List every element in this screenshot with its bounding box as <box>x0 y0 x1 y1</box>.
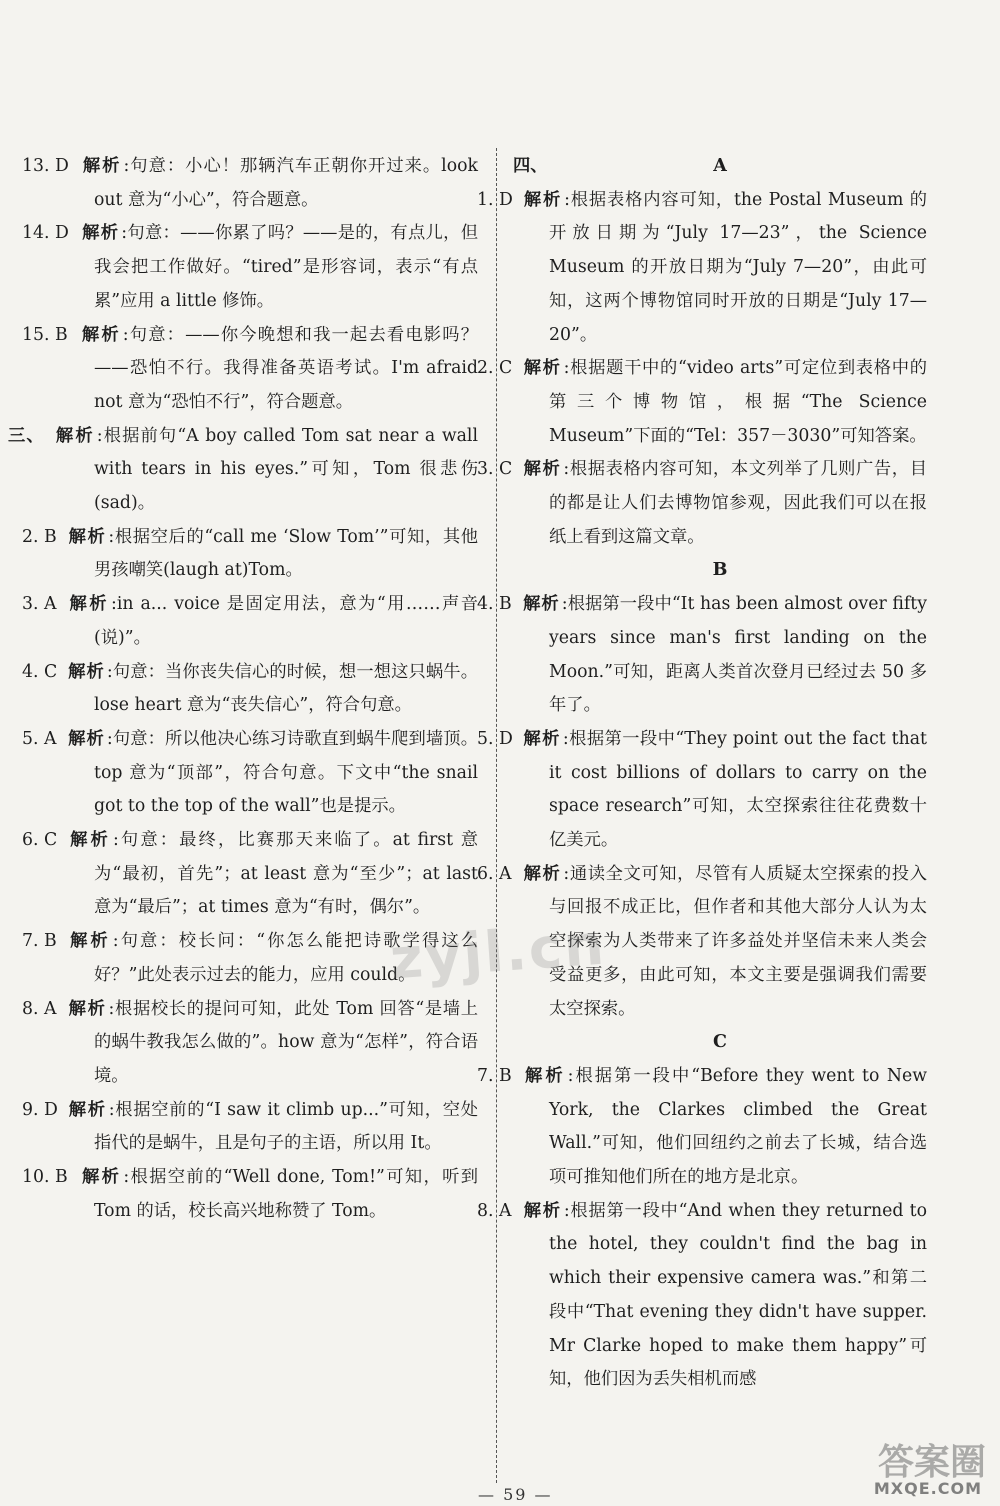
subheading-c: C <box>713 1032 727 1053</box>
section-label-san: 三、 <box>8 425 45 446</box>
page-number: — 59 — <box>478 1485 553 1504</box>
answer-item-san-5: 5. A 解析 :句意：所以他决心练习诗歌直到蜗牛爬到墙顶。top 意为“顶部”，符合句意。下文中“the snail got to the top of the wall”也是提示。 <box>22 728 478 817</box>
answer-item-san-10: 10. B 解析 :根据空前的“Well done, Tom!”可知，听到 Tom 的话，校长高兴地称赞了 Tom。 <box>22 1167 478 1221</box>
answer-item-si-6: 6. A 解析 :通读全文可知，尽管有人质疑太空探索的投入与回报不成正比，但作者和其他大部分人认为太空探索为人类带来了许多益处并坚信未来人类会受益更多，由此可知，本文主要是强调我们需要太空探索。 <box>477 863 927 1019</box>
logo-mark: 答案圈 <box>877 1442 986 1483</box>
subheading-a: A <box>713 156 727 176</box>
answer-item-si-1: 1. D 解析 :根据表格内容可知，the Postal Museum 的开放日期为“July 17—23”，the Science Museum 的开放日期为“July 7—20”，由此可知，这两个博物馆同时开放的日期是“July 17—20”。 <box>477 189 927 345</box>
answer-item-si-5: 5. D 解析 :根据第一段中“They point out the fact that it cost billions of dollars to carry on the space research”可知，太空探索往往花费数十亿美元。 <box>477 728 927 851</box>
answer-item-san-6: 6. C 解析 :句意：最终，比赛那天来临了。at first 意为“最初，首先”；at least 意为“至少”；at last 意为“最后”；at times 意为“有时，偶尔”。 <box>22 830 478 918</box>
answer-item-san-8: 8. A 解析 :根据校长的提问可知，此处 Tom 回答“是墙上的蜗牛教我怎么做的”。how 意为“怎样”，符合语境。 <box>22 998 478 1086</box>
answer-item-san-1: 三、 解析 :根据前句“A boy called Tom sat near a wall with tears in his eyes.”可知，Tom 很悲伤(sad)。 <box>8 425 478 514</box>
subheading-b: B <box>712 560 728 581</box>
section-si-header <box>513 150 927 184</box>
answer-item-san-7: 7. B 解析 :句意：校长问：“你怎么能把诗歌学得这么好？”此处表示过去的能力，应用 could。 <box>22 931 478 985</box>
answer-item-si-2: 2. C 解析 :根据题干中的“video arts”可定位到表格中的第三个博物馆，根据“The Science Museum”下面的“Tel：357－3030”可知答案。 <box>477 358 927 446</box>
answer-item-san-3: 3. A 解析 :in a... voice 是固定用法，意为“用……声音(说)”。 <box>22 594 478 648</box>
answer-item-14: 14. D 解析 :句意：——你累了吗？——是的，有点儿，但我会把工作做好。“tired”是形容词，表示“有点累”应用 a little 修饰。 <box>22 223 478 311</box>
answer-item-san-9: 9. D 解析 :根据空前的“I saw it climb up...”可知，空处指代的是蜗牛，且是句子的主语，所以用 It。 <box>22 1099 478 1154</box>
answer-item-si-7: 7. B 解析 :根据第一段中“Before they went to New York, the Clarkes climbed the Great Wall.”可知，他们回纽约之前去了长城，结合选项可推知他们所在的地方是北京。 <box>477 1065 927 1188</box>
section-label-si: 四、 <box>513 156 548 176</box>
column-divider <box>496 148 497 1483</box>
answer-item-si-3: 3. C 解析 :根据表格内容可知，本文列举了几则广告，目的都是让人们去博物馆参观，因此我们可以在报纸上看到这篇文章。 <box>477 459 927 547</box>
answer-item-san-4: 4. C 解析 :句意：当你丧失信心的时候，想一想这只蜗牛。lose heart 意为“丧失信心”，符合句意。 <box>22 661 478 716</box>
watermark: zyjl.cn <box>387 912 608 993</box>
answer-item-13: 13. D 解析 :句意：小心！那辆汽车正朝你开过来。look out 意为“小心”，符合题意。 <box>22 156 478 210</box>
logo-domain: MXQE.COM <box>873 1479 982 1498</box>
answer-item-15: 15. B 解析 :句意：——你今晚想和我一起去看电影吗？——恐怕不行。我得准备英语考试。I'm afraid not 意为“恐怕不行”，符合题意。 <box>22 324 478 412</box>
answer-item-si-8: 8. A 解析 :根据第一段中“And when they returned to the hotel, they couldn't find the bag in which their expensive camera was.”和第二段中“That evening they didn't have supper. Mr Clarke hoped to make them happy”可知，他们因为丢失相机而感 <box>477 1200 927 1390</box>
left-column <box>8 150 478 1229</box>
site-logo <box>846 1434 986 1498</box>
answer-item-san-2: 2. B 解析 :根据空后的“call me ‘Slow Tom’”可知，其他男孩嘲笑(laugh at)Tom。 <box>22 526 478 581</box>
answer-item-si-4: 4. B 解析 :根据第一段中“It has been almost over fifty years since man's first landing on the Moon.”可知，距离人类首次登月已经过去 50 多年了。 <box>477 594 927 716</box>
